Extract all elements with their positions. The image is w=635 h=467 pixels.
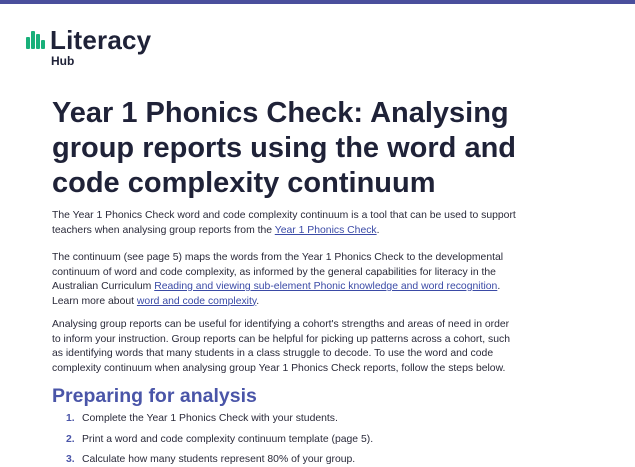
logo-subtitle: Hub bbox=[51, 54, 75, 68]
list-item bbox=[66, 433, 606, 454]
logo-wordmark: Literacy bbox=[50, 25, 152, 55]
step-number: 2. bbox=[66, 433, 75, 445]
step-number: 3. bbox=[66, 454, 75, 465]
title-line: Year 1 Phonics Check: Analysing bbox=[52, 97, 509, 129]
paragraph-line bbox=[52, 280, 612, 295]
bar-chart-icon bbox=[26, 31, 46, 49]
phonics-check-link[interactable]: Year 1 Phonics Check bbox=[274, 224, 377, 236]
paragraph-line: to inform your instruction. Group reports can be helpful for picking up patterns across a cohort, such bbox=[52, 333, 510, 345]
title-line: code complexity continuum bbox=[52, 167, 436, 199]
step-text: Complete the Year 1 Phonics Check with your students. bbox=[82, 413, 338, 424]
step-number: 1. bbox=[66, 413, 75, 424]
text-fragment: teachers when analysing group reports from the bbox=[52, 224, 275, 236]
text-fragment: Australian Curriculum bbox=[52, 281, 155, 292]
paragraph-line: continuum of word and code complexity, as informed by the general capabilities for literacy in the bbox=[52, 266, 496, 278]
paragraph-line: complexity continuum when analysing group Year 1 Phonics Check reports, follow the steps below. bbox=[52, 362, 506, 374]
text-fragment: . bbox=[376, 224, 380, 236]
list-item bbox=[66, 453, 606, 467]
word-code-complexity-link[interactable]: word and code complexity bbox=[136, 295, 257, 307]
top-rule bbox=[0, 0, 635, 4]
section-heading: Preparing for analysis bbox=[52, 385, 257, 407]
text-fragment: . bbox=[497, 281, 501, 292]
step-text: Calculate how many students represent 80% of your group. bbox=[82, 454, 356, 465]
paragraph-line: The continuum (see page 5) maps the words from the Year 1 Phonics Check to the developmental bbox=[52, 252, 504, 263]
intro-paragraph bbox=[52, 209, 612, 238]
steps-list bbox=[66, 412, 606, 467]
paragraph-line: Analysing group reports can be useful for identifying a cohort's strengths and areas of need in order bbox=[52, 319, 510, 330]
paragraph-line: The Year 1 Phonics Check word and code complexity continuum is a tool that can be used to support bbox=[52, 210, 516, 221]
paragraph-line bbox=[52, 295, 612, 310]
analysis-paragraph bbox=[52, 318, 612, 376]
paragraph-line: as identifying words that many students in a class struggle to decode. To use the word and code bbox=[52, 348, 494, 359]
title-line: group reports using the word and bbox=[52, 132, 516, 164]
literacy-hub-logo[interactable] bbox=[26, 27, 166, 71]
text-fragment: . bbox=[256, 295, 260, 307]
curriculum-sub-element-link[interactable]: Reading and viewing sub-element Phonic knowledge and word recognition bbox=[154, 281, 498, 292]
continuum-paragraph bbox=[52, 251, 612, 309]
page-title bbox=[52, 96, 612, 201]
paragraph-line bbox=[52, 224, 612, 239]
step-text: Print a word and code complexity continuum template (page 5). bbox=[82, 433, 374, 445]
list-item bbox=[66, 412, 606, 433]
text-fragment: Learn more about bbox=[52, 295, 137, 307]
